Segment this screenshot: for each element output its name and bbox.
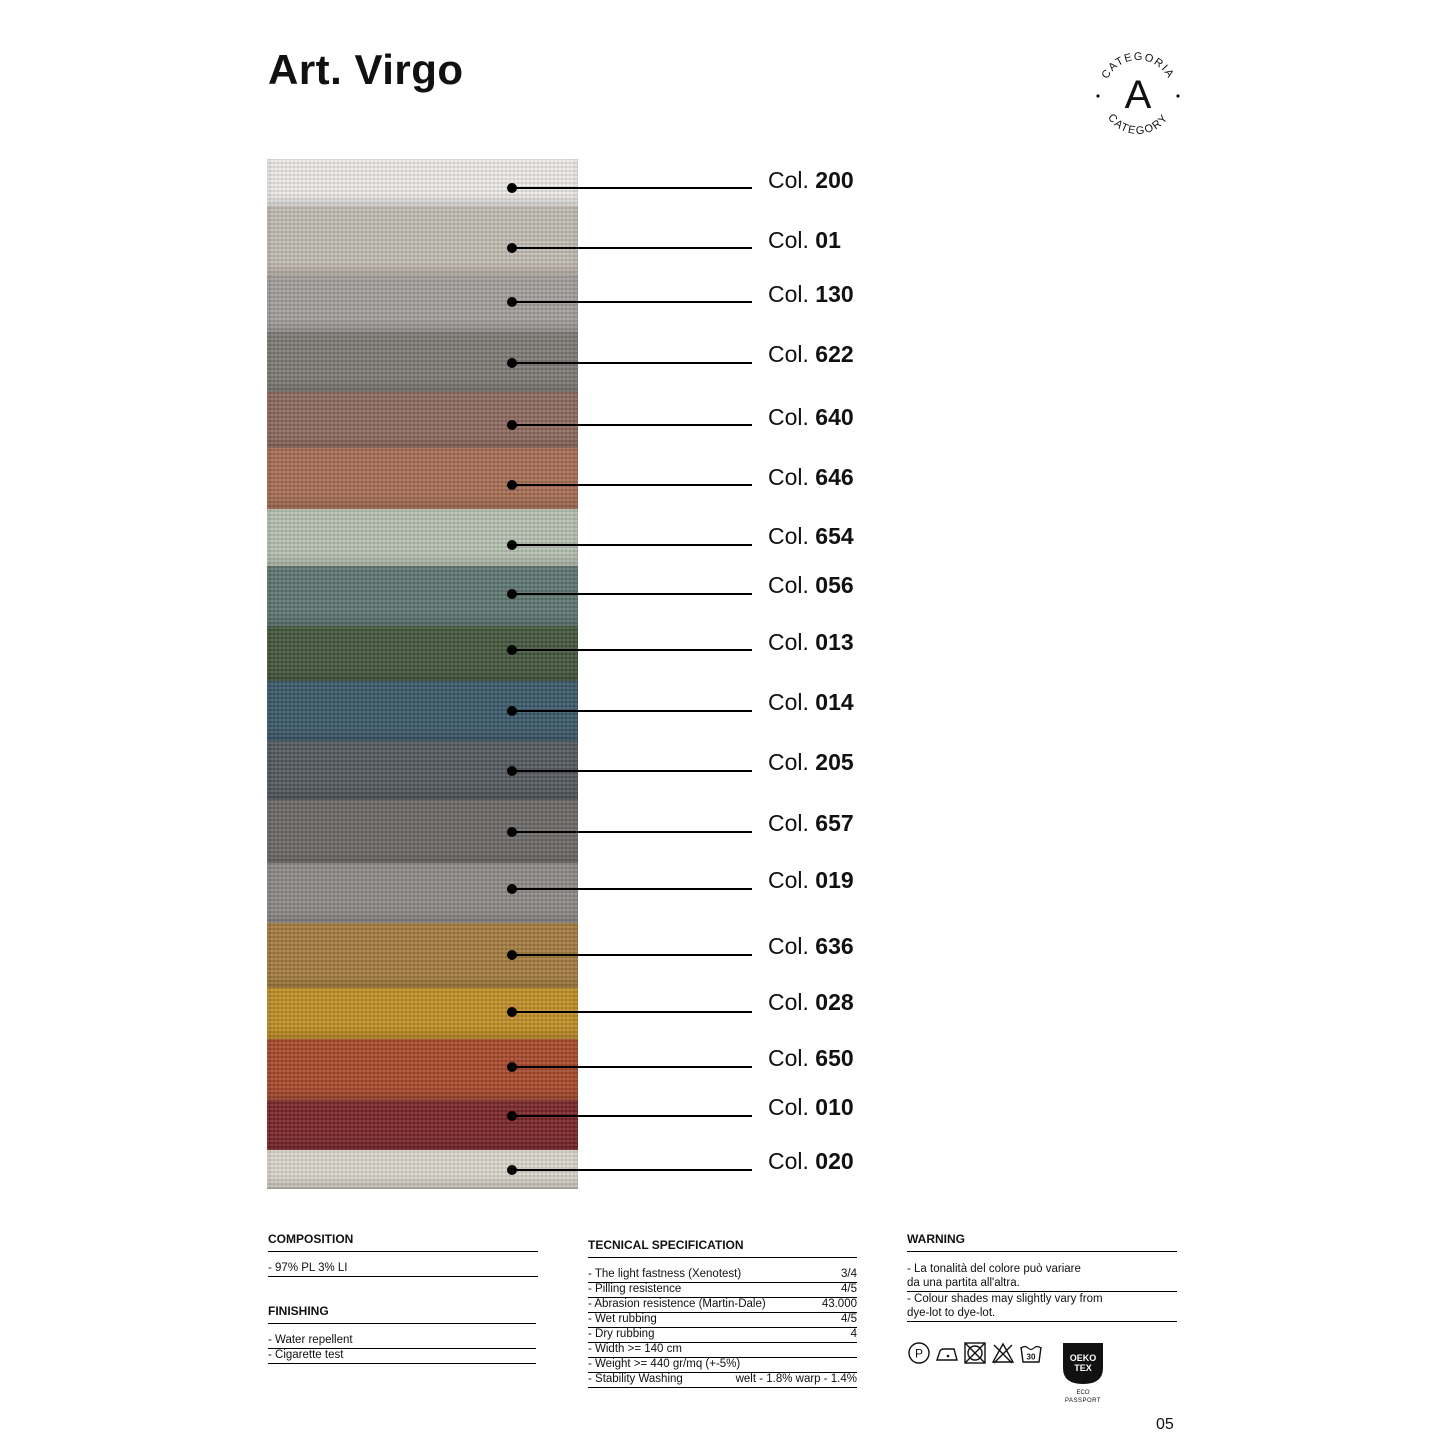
- warning-item: - Colour shades may slightly vary from dye-lot to dye-lot.: [907, 1292, 1177, 1322]
- oeko-line3: ECO: [1076, 1390, 1090, 1396]
- finishing-section: [268, 1304, 536, 1364]
- spec-row: [588, 1298, 857, 1313]
- color-code: 014: [815, 689, 854, 715]
- color-code: 130: [815, 281, 854, 307]
- spec-row: [588, 1358, 857, 1373]
- finishing-item: - Water repellent: [268, 1334, 536, 1349]
- color-prefix: Col.: [768, 281, 809, 307]
- spec-row: [588, 1268, 857, 1283]
- svg-text:P: P: [914, 1346, 924, 1361]
- color-prefix: Col.: [768, 810, 809, 836]
- color-label: [768, 228, 841, 252]
- leader-line: [512, 1066, 752, 1068]
- color-code: 01: [815, 227, 841, 253]
- composition-item: - 97% PL 3% LI: [268, 1262, 538, 1277]
- spec-label: - Pilling resistence: [588, 1283, 682, 1295]
- swatch-col-650: [267, 1039, 578, 1102]
- leader-line: [512, 247, 752, 249]
- spec-section: [588, 1238, 857, 1388]
- leader-line: [512, 424, 752, 426]
- swatch-col-010: [267, 1100, 578, 1152]
- color-label: [768, 1046, 854, 1070]
- iron-low-icon: [935, 1341, 959, 1365]
- badge-letter: A: [1124, 73, 1152, 117]
- color-label: [768, 868, 854, 892]
- care-symbols: [907, 1341, 1043, 1365]
- color-prefix: Col.: [768, 404, 809, 430]
- color-code: 650: [815, 1045, 854, 1071]
- color-code: 056: [815, 572, 854, 598]
- dry-clean-p-icon: [907, 1341, 931, 1365]
- leader-line: [512, 1115, 752, 1117]
- spec-value: welt - 1.8% warp - 1.4%: [735, 1373, 857, 1385]
- color-code: 200: [815, 167, 854, 193]
- color-prefix: Col.: [768, 629, 809, 655]
- color-code: 646: [815, 464, 854, 490]
- color-code: 028: [815, 989, 854, 1015]
- warning-item: - La tonalità del colore può variare da una partita all'altra.: [907, 1262, 1177, 1292]
- color-code: 010: [815, 1094, 854, 1120]
- spec-label: - Width >= 140 cm: [588, 1343, 682, 1355]
- color-code: 657: [815, 810, 854, 836]
- color-label: [768, 1149, 854, 1173]
- color-label: [768, 750, 854, 774]
- oeko-tex-logo: [1061, 1340, 1105, 1406]
- color-prefix: Col.: [768, 749, 809, 775]
- color-prefix: Col.: [768, 572, 809, 598]
- badge-top-text: CATEGORIA: [1099, 50, 1177, 81]
- color-code: 640: [815, 404, 854, 430]
- spec-value: 4: [850, 1328, 857, 1340]
- swatch-col-657: [267, 800, 578, 865]
- leader-line: [512, 1169, 752, 1171]
- wash-30-icon: [1019, 1341, 1043, 1365]
- swatch-col-056: [267, 566, 578, 628]
- leader-line: [512, 888, 752, 890]
- color-prefix: Col.: [768, 689, 809, 715]
- color-prefix: Col.: [768, 167, 809, 193]
- spec-row: [588, 1313, 857, 1328]
- swatch-col-200: [267, 159, 578, 208]
- color-label: [768, 573, 854, 597]
- warning-heading: WARNING: [907, 1232, 1177, 1252]
- color-code: 019: [815, 867, 854, 893]
- color-prefix: Col.: [768, 867, 809, 893]
- leader-line: [512, 831, 752, 833]
- color-prefix: Col.: [768, 1045, 809, 1071]
- color-code: 622: [815, 341, 854, 367]
- category-badge: [1090, 46, 1186, 142]
- color-prefix: Col.: [768, 933, 809, 959]
- color-code: 020: [815, 1148, 854, 1174]
- color-label: [768, 990, 854, 1014]
- swatch-col-636: [267, 923, 578, 990]
- color-prefix: Col.: [768, 341, 809, 367]
- leader-line: [512, 770, 752, 772]
- color-label: [768, 282, 854, 306]
- finishing-heading: FINISHING: [268, 1304, 536, 1324]
- spec-label: - Dry rubbing: [588, 1328, 655, 1340]
- swatch-col-205: [267, 741, 578, 802]
- warning-section: [907, 1232, 1177, 1322]
- oeko-line4: PASSPORT: [1064, 1398, 1102, 1404]
- color-code: 636: [815, 933, 854, 959]
- badge-bottom-text: CATEGORY: [1105, 111, 1171, 138]
- spec-value: 43.000: [821, 1298, 857, 1310]
- fabric-swatch-stack: [267, 159, 578, 1187]
- spec-heading: TECNICAL SPECIFICATION: [588, 1238, 857, 1258]
- leader-line: [512, 544, 752, 546]
- leader-line: [512, 187, 752, 189]
- color-label: [768, 934, 854, 958]
- leader-line: [512, 593, 752, 595]
- spec-row: [588, 1283, 857, 1298]
- color-label: [768, 342, 854, 366]
- color-label: [768, 524, 854, 548]
- spec-row: [588, 1328, 857, 1343]
- color-code: 013: [815, 629, 854, 655]
- swatch-col-014: [267, 681, 578, 743]
- color-code: 205: [815, 749, 854, 775]
- spec-table: [588, 1268, 857, 1388]
- spec-value: 4/5: [841, 1283, 857, 1295]
- color-prefix: Col.: [768, 464, 809, 490]
- leader-line: [512, 484, 752, 486]
- spec-label: - Weight >= 440 gr/mq (+-5%): [588, 1358, 741, 1370]
- color-code: 654: [815, 523, 854, 549]
- color-label: [768, 1095, 854, 1119]
- color-label: [768, 690, 854, 714]
- no-tumble-dry-icon: [963, 1341, 987, 1365]
- composition-section: [268, 1232, 538, 1277]
- leader-line: [512, 649, 752, 651]
- swatch-col-654: [267, 509, 578, 568]
- spec-row: [588, 1343, 857, 1358]
- swatch-col-130: [267, 275, 578, 334]
- leader-line: [512, 301, 752, 303]
- no-bleach-icon: [991, 1341, 1015, 1365]
- composition-heading: COMPOSITION: [268, 1232, 538, 1252]
- spec-value: 4/5: [841, 1313, 857, 1325]
- swatch-col-019: [267, 863, 578, 925]
- swatch-col-013: [267, 626, 578, 683]
- color-prefix: Col.: [768, 1094, 809, 1120]
- leader-line: [512, 710, 752, 712]
- color-label: [768, 405, 854, 429]
- spec-label: - Stability Washing: [588, 1373, 683, 1385]
- color-prefix: Col.: [768, 1148, 809, 1174]
- svg-text:30: 30: [1026, 1352, 1036, 1362]
- spec-label: - The light fastness (Xenotest): [588, 1268, 742, 1280]
- color-label: [768, 630, 854, 654]
- color-label: [768, 465, 854, 489]
- swatch-col-646: [267, 448, 578, 511]
- color-label: [768, 811, 854, 835]
- color-label: [768, 168, 854, 192]
- finishing-item: - Cigarette test: [268, 1349, 536, 1364]
- spec-label: - Abrasion resistence (Martin-Dale): [588, 1298, 766, 1310]
- spec-label: - Wet rubbing: [588, 1313, 657, 1325]
- leader-line: [512, 1011, 752, 1013]
- swatch-col-01: [267, 206, 578, 277]
- spec-value: 3/4: [841, 1268, 857, 1280]
- color-prefix: Col.: [768, 523, 809, 549]
- oeko-line1: OEKO: [1069, 1353, 1097, 1363]
- swatch-col-028: [267, 988, 578, 1041]
- color-prefix: Col.: [768, 227, 809, 253]
- leader-line: [512, 954, 752, 956]
- swatch-col-640: [267, 392, 578, 450]
- oeko-line2: TEX: [1074, 1363, 1092, 1373]
- page-title: Art. Virgo: [268, 46, 464, 93]
- page-number: 05: [1156, 1416, 1174, 1433]
- color-prefix: Col.: [768, 989, 809, 1015]
- spec-row: [588, 1373, 857, 1388]
- leader-line: [512, 362, 752, 364]
